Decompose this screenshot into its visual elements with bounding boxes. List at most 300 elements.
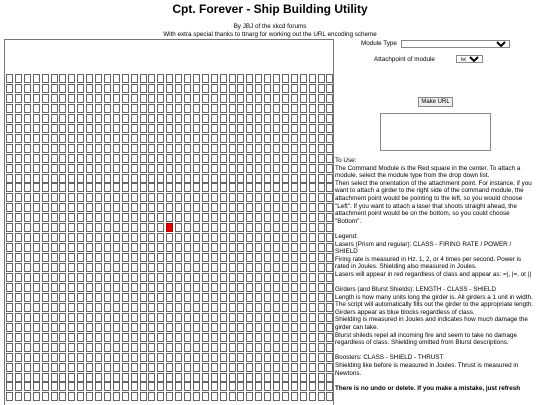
grid-cell[interactable] — [122, 382, 129, 391]
grid-cell[interactable] — [77, 293, 84, 302]
grid-cell[interactable] — [77, 243, 84, 252]
grid-cell[interactable] — [193, 174, 200, 183]
grid-cell[interactable] — [326, 213, 333, 222]
grid-cell[interactable] — [193, 392, 200, 401]
grid-cell[interactable] — [131, 263, 138, 272]
grid-cell[interactable] — [175, 94, 182, 103]
grid-cell[interactable] — [6, 203, 13, 212]
grid-cell[interactable] — [326, 303, 333, 312]
grid-cell[interactable] — [122, 213, 129, 222]
grid-cell[interactable] — [264, 164, 271, 173]
grid-cell[interactable] — [68, 283, 75, 292]
grid-cell[interactable] — [166, 193, 173, 202]
grid-cell[interactable] — [122, 84, 129, 93]
grid-cell[interactable] — [300, 263, 307, 272]
grid-cell[interactable] — [237, 363, 244, 372]
grid-cell[interactable] — [140, 183, 147, 192]
grid-cell[interactable] — [157, 233, 164, 242]
grid-cell[interactable] — [211, 323, 218, 332]
grid-cell[interactable] — [282, 343, 289, 352]
grid-cell[interactable] — [122, 303, 129, 312]
grid-cell[interactable] — [318, 193, 325, 202]
grid-cell[interactable] — [246, 263, 253, 272]
grid-cell[interactable] — [246, 164, 253, 173]
grid-cell[interactable] — [282, 273, 289, 282]
grid-cell[interactable] — [113, 313, 120, 322]
grid-cell[interactable] — [211, 134, 218, 143]
grid-cell[interactable] — [95, 273, 102, 282]
grid-cell[interactable] — [104, 283, 111, 292]
grid-cell[interactable] — [6, 144, 13, 153]
grid-cell[interactable] — [300, 273, 307, 282]
grid-cell[interactable] — [229, 84, 236, 93]
grid-cell[interactable] — [282, 193, 289, 202]
grid-cell[interactable] — [140, 283, 147, 292]
grid-cell[interactable] — [140, 243, 147, 252]
grid-cell[interactable] — [86, 94, 93, 103]
grid-cell[interactable] — [273, 243, 280, 252]
grid-cell[interactable] — [175, 253, 182, 262]
grid-cell[interactable] — [326, 104, 333, 113]
grid-cell[interactable] — [86, 174, 93, 183]
grid-cell[interactable] — [309, 353, 316, 362]
grid-cell[interactable] — [42, 363, 49, 372]
grid-cell[interactable] — [291, 183, 298, 192]
grid-cell[interactable] — [264, 124, 271, 133]
grid-cell[interactable] — [309, 313, 316, 322]
grid-cell[interactable] — [59, 373, 66, 382]
grid-cell[interactable] — [318, 124, 325, 133]
grid-cell[interactable] — [68, 303, 75, 312]
grid-cell[interactable] — [122, 323, 129, 332]
grid-cell[interactable] — [300, 313, 307, 322]
grid-cell[interactable] — [59, 114, 66, 123]
grid-cell[interactable] — [184, 253, 191, 262]
grid-cell[interactable] — [157, 104, 164, 113]
grid-cell[interactable] — [148, 94, 155, 103]
grid-cell[interactable] — [255, 183, 262, 192]
grid-cell[interactable] — [246, 243, 253, 252]
grid-cell[interactable] — [68, 223, 75, 232]
grid-cell[interactable] — [282, 323, 289, 332]
grid-cell[interactable] — [202, 84, 209, 93]
grid-cell[interactable] — [193, 233, 200, 242]
grid-cell[interactable] — [237, 392, 244, 401]
grid-cell[interactable] — [229, 193, 236, 202]
grid-cell[interactable] — [113, 373, 120, 382]
grid-cell[interactable] — [326, 164, 333, 173]
grid-cell[interactable] — [33, 323, 40, 332]
grid-cell[interactable] — [193, 134, 200, 143]
grid-cell[interactable] — [6, 213, 13, 222]
grid-cell[interactable] — [300, 74, 307, 83]
grid-cell[interactable] — [220, 74, 227, 83]
grid-cell[interactable] — [229, 104, 236, 113]
grid-cell[interactable] — [42, 193, 49, 202]
grid-cell[interactable] — [211, 293, 218, 302]
grid-cell[interactable] — [300, 134, 307, 143]
grid-cell[interactable] — [51, 323, 58, 332]
grid-cell[interactable] — [237, 243, 244, 252]
grid-cell[interactable] — [51, 293, 58, 302]
grid-cell[interactable] — [175, 114, 182, 123]
grid-cell[interactable] — [318, 313, 325, 322]
grid-cell[interactable] — [157, 253, 164, 262]
grid-cell[interactable] — [175, 203, 182, 212]
grid-cell[interactable] — [122, 263, 129, 272]
grid-cell[interactable] — [291, 253, 298, 262]
grid-cell[interactable] — [33, 283, 40, 292]
grid-cell[interactable] — [237, 74, 244, 83]
grid-cell[interactable] — [42, 203, 49, 212]
grid-cell[interactable] — [291, 84, 298, 93]
grid-cell[interactable] — [220, 213, 227, 222]
grid-cell[interactable] — [131, 392, 138, 401]
grid-cell[interactable] — [193, 223, 200, 232]
grid-cell[interactable] — [175, 183, 182, 192]
grid-cell[interactable] — [42, 104, 49, 113]
grid-cell[interactable] — [318, 74, 325, 83]
grid-cell[interactable] — [246, 253, 253, 262]
grid-cell[interactable] — [237, 283, 244, 292]
grid-cell[interactable] — [166, 293, 173, 302]
grid-cell[interactable] — [33, 303, 40, 312]
grid-cell[interactable] — [113, 303, 120, 312]
grid-cell[interactable] — [104, 174, 111, 183]
grid-cell[interactable] — [273, 343, 280, 352]
grid-cell[interactable] — [42, 74, 49, 83]
grid-cell[interactable] — [326, 84, 333, 93]
grid-cell[interactable] — [113, 94, 120, 103]
grid-cell[interactable] — [157, 392, 164, 401]
grid-cell[interactable] — [15, 233, 22, 242]
grid-cell[interactable] — [15, 174, 22, 183]
grid-cell[interactable] — [15, 114, 22, 123]
grid-cell[interactable] — [86, 392, 93, 401]
grid-cell[interactable] — [237, 253, 244, 262]
grid-cell[interactable] — [148, 213, 155, 222]
grid-cell[interactable] — [113, 392, 120, 401]
grid-cell[interactable] — [104, 144, 111, 153]
grid-cell[interactable] — [166, 363, 173, 372]
grid-cell[interactable] — [42, 114, 49, 123]
grid-cell[interactable] — [237, 223, 244, 232]
grid-cell[interactable] — [237, 114, 244, 123]
grid-cell[interactable] — [273, 213, 280, 222]
grid-cell[interactable] — [157, 333, 164, 342]
grid-cell[interactable] — [202, 114, 209, 123]
grid-cell[interactable] — [148, 193, 155, 202]
grid-cell[interactable] — [104, 94, 111, 103]
grid-cell[interactable] — [148, 74, 155, 83]
grid-cell[interactable] — [229, 293, 236, 302]
grid-cell[interactable] — [140, 363, 147, 372]
grid-cell[interactable] — [291, 174, 298, 183]
grid-cell[interactable] — [309, 203, 316, 212]
grid-cell[interactable] — [229, 263, 236, 272]
grid-cell[interactable] — [300, 323, 307, 332]
grid-cell[interactable] — [291, 134, 298, 143]
grid-cell[interactable] — [273, 382, 280, 391]
grid-cell[interactable] — [15, 84, 22, 93]
grid-cell[interactable] — [148, 313, 155, 322]
grid-cell[interactable] — [264, 382, 271, 391]
grid-cell[interactable] — [15, 223, 22, 232]
grid-cell[interactable] — [166, 233, 173, 242]
grid-cell[interactable] — [309, 323, 316, 332]
grid-cell[interactable] — [211, 313, 218, 322]
grid-cell[interactable] — [95, 392, 102, 401]
grid-cell[interactable] — [184, 203, 191, 212]
grid-cell[interactable] — [264, 363, 271, 372]
grid-cell[interactable] — [104, 243, 111, 252]
grid-cell[interactable] — [211, 203, 218, 212]
grid-cell[interactable] — [24, 183, 31, 192]
grid-cell[interactable] — [273, 134, 280, 143]
grid-cell[interactable] — [95, 174, 102, 183]
grid-cell[interactable] — [309, 94, 316, 103]
grid-cell[interactable] — [6, 183, 13, 192]
grid-cell[interactable] — [184, 283, 191, 292]
grid-cell[interactable] — [86, 243, 93, 252]
grid-cell[interactable] — [86, 382, 93, 391]
grid-cell[interactable] — [184, 303, 191, 312]
grid-cell[interactable] — [175, 233, 182, 242]
grid-cell[interactable] — [237, 84, 244, 93]
grid-cell[interactable] — [24, 164, 31, 173]
grid-cell[interactable] — [59, 164, 66, 173]
grid-cell[interactable] — [291, 313, 298, 322]
grid-cell[interactable] — [113, 164, 120, 173]
grid-cell[interactable] — [24, 203, 31, 212]
grid-cell[interactable] — [140, 213, 147, 222]
grid-cell[interactable] — [282, 144, 289, 153]
grid-cell[interactable] — [157, 213, 164, 222]
grid-cell[interactable] — [157, 283, 164, 292]
grid-cell[interactable] — [77, 353, 84, 362]
grid-cell[interactable] — [33, 154, 40, 163]
grid-cell[interactable] — [237, 382, 244, 391]
grid-cell[interactable] — [51, 343, 58, 352]
grid-cell[interactable] — [77, 134, 84, 143]
grid-cell[interactable] — [6, 154, 13, 163]
grid-cell[interactable] — [202, 382, 209, 391]
grid-cell[interactable] — [255, 343, 262, 352]
grid-cell[interactable] — [24, 243, 31, 252]
grid-cell[interactable] — [157, 174, 164, 183]
grid-cell[interactable] — [104, 253, 111, 262]
grid-cell[interactable] — [264, 323, 271, 332]
grid-cell[interactable] — [122, 104, 129, 113]
grid-cell[interactable] — [300, 373, 307, 382]
grid-cell[interactable] — [51, 213, 58, 222]
grid-cell[interactable] — [6, 233, 13, 242]
grid-cell[interactable] — [104, 313, 111, 322]
grid-cell[interactable] — [42, 94, 49, 103]
grid-cell[interactable] — [15, 164, 22, 173]
grid-cell[interactable] — [273, 392, 280, 401]
grid-cell[interactable] — [229, 333, 236, 342]
grid-cell[interactable] — [140, 154, 147, 163]
grid-cell[interactable] — [282, 233, 289, 242]
grid-cell[interactable] — [220, 154, 227, 163]
grid-cell[interactable] — [6, 164, 13, 173]
grid-cell[interactable] — [282, 84, 289, 93]
grid-cell[interactable] — [237, 164, 244, 173]
grid-cell[interactable] — [166, 263, 173, 272]
grid-cell[interactable] — [246, 84, 253, 93]
grid-cell[interactable] — [122, 353, 129, 362]
grid-cell[interactable] — [24, 74, 31, 83]
grid-cell[interactable] — [211, 183, 218, 192]
grid-cell[interactable] — [59, 313, 66, 322]
grid-cell[interactable] — [326, 124, 333, 133]
grid-cell[interactable] — [326, 94, 333, 103]
grid-cell[interactable] — [318, 353, 325, 362]
grid-cell[interactable] — [42, 144, 49, 153]
grid-cell[interactable] — [237, 124, 244, 133]
grid-cell[interactable] — [24, 353, 31, 362]
grid-cell[interactable] — [113, 124, 120, 133]
grid-cell[interactable] — [59, 94, 66, 103]
grid-cell[interactable] — [86, 263, 93, 272]
grid-cell[interactable] — [264, 333, 271, 342]
grid-cell[interactable] — [140, 104, 147, 113]
grid-cell[interactable] — [300, 392, 307, 401]
grid-cell[interactable] — [220, 134, 227, 143]
grid-cell[interactable] — [95, 183, 102, 192]
grid-cell[interactable] — [211, 353, 218, 362]
grid-cell[interactable] — [193, 363, 200, 372]
grid-cell[interactable] — [282, 114, 289, 123]
grid-cell[interactable] — [51, 253, 58, 262]
grid-cell[interactable] — [131, 94, 138, 103]
grid-cell[interactable] — [291, 94, 298, 103]
grid-cell[interactable] — [42, 183, 49, 192]
grid-cell[interactable] — [15, 74, 22, 83]
grid-cell[interactable] — [157, 293, 164, 302]
grid-cell[interactable] — [229, 164, 236, 173]
grid-cell[interactable] — [148, 104, 155, 113]
grid-cell[interactable] — [104, 154, 111, 163]
grid-cell[interactable] — [237, 203, 244, 212]
grid-cell[interactable] — [33, 293, 40, 302]
grid-cell[interactable] — [104, 164, 111, 173]
grid-cell[interactable] — [291, 273, 298, 282]
grid-cell[interactable] — [220, 273, 227, 282]
grid-cell[interactable] — [246, 213, 253, 222]
grid-cell[interactable] — [282, 223, 289, 232]
grid-cell[interactable] — [148, 303, 155, 312]
grid-cell[interactable] — [255, 382, 262, 391]
grid-cell[interactable] — [15, 213, 22, 222]
grid-cell[interactable] — [175, 74, 182, 83]
grid-cell[interactable] — [282, 174, 289, 183]
grid-cell[interactable] — [131, 164, 138, 173]
grid-cell[interactable] — [264, 373, 271, 382]
grid-cell[interactable] — [86, 363, 93, 372]
grid-cell[interactable] — [68, 353, 75, 362]
grid-cell[interactable] — [211, 193, 218, 202]
grid-cell[interactable] — [264, 243, 271, 252]
grid-cell[interactable] — [202, 313, 209, 322]
grid-cell[interactable] — [246, 373, 253, 382]
grid-cell[interactable] — [86, 203, 93, 212]
grid-cell[interactable] — [131, 104, 138, 113]
attachpoint-select[interactable] — [456, 55, 483, 63]
grid-cell[interactable] — [309, 223, 316, 232]
grid-cell[interactable] — [59, 84, 66, 93]
grid-cell[interactable] — [140, 114, 147, 123]
grid-cell[interactable] — [211, 174, 218, 183]
grid-cell[interactable] — [59, 193, 66, 202]
grid-cell[interactable] — [95, 193, 102, 202]
grid-cell[interactable] — [264, 183, 271, 192]
grid-cell[interactable] — [95, 94, 102, 103]
grid-cell[interactable] — [229, 303, 236, 312]
grid-cell[interactable] — [24, 382, 31, 391]
grid-cell[interactable] — [51, 363, 58, 372]
grid-cell[interactable] — [140, 124, 147, 133]
grid-cell[interactable] — [273, 104, 280, 113]
grid-cell[interactable] — [6, 253, 13, 262]
grid-cell[interactable] — [59, 243, 66, 252]
grid-cell[interactable] — [202, 283, 209, 292]
grid-cell[interactable] — [318, 154, 325, 163]
grid-cell[interactable] — [113, 243, 120, 252]
grid-cell[interactable] — [237, 343, 244, 352]
grid-cell[interactable] — [255, 283, 262, 292]
grid-cell[interactable] — [220, 203, 227, 212]
grid-cell[interactable] — [148, 84, 155, 93]
grid-cell[interactable] — [68, 333, 75, 342]
grid-cell[interactable] — [318, 104, 325, 113]
grid-cell[interactable] — [68, 253, 75, 262]
grid-cell[interactable] — [282, 313, 289, 322]
grid-cell[interactable] — [122, 253, 129, 262]
grid-cell[interactable] — [86, 313, 93, 322]
grid-cell[interactable] — [282, 303, 289, 312]
grid-cell[interactable] — [237, 293, 244, 302]
grid-cell[interactable] — [273, 203, 280, 212]
grid-cell[interactable] — [246, 74, 253, 83]
grid-cell[interactable] — [175, 392, 182, 401]
grid-cell[interactable] — [42, 373, 49, 382]
grid-cell[interactable] — [68, 203, 75, 212]
grid-cell[interactable] — [113, 144, 120, 153]
grid-cell[interactable] — [318, 373, 325, 382]
grid-cell[interactable] — [86, 223, 93, 232]
grid-cell[interactable] — [140, 323, 147, 332]
grid-cell[interactable] — [6, 373, 13, 382]
grid-cell[interactable] — [95, 144, 102, 153]
grid-cell[interactable] — [318, 94, 325, 103]
grid-cell[interactable] — [282, 353, 289, 362]
grid-cell[interactable] — [122, 363, 129, 372]
grid-cell[interactable] — [42, 233, 49, 242]
grid-cell[interactable] — [184, 164, 191, 173]
grid-cell[interactable] — [140, 203, 147, 212]
grid-cell[interactable] — [95, 363, 102, 372]
grid-cell[interactable] — [229, 313, 236, 322]
grid-cell[interactable] — [86, 74, 93, 83]
grid-cell[interactable] — [131, 303, 138, 312]
grid-cell[interactable] — [157, 343, 164, 352]
grid-cell[interactable] — [131, 323, 138, 332]
grid-cell[interactable] — [237, 353, 244, 362]
grid-cell[interactable] — [237, 273, 244, 282]
grid-cell[interactable] — [86, 134, 93, 143]
